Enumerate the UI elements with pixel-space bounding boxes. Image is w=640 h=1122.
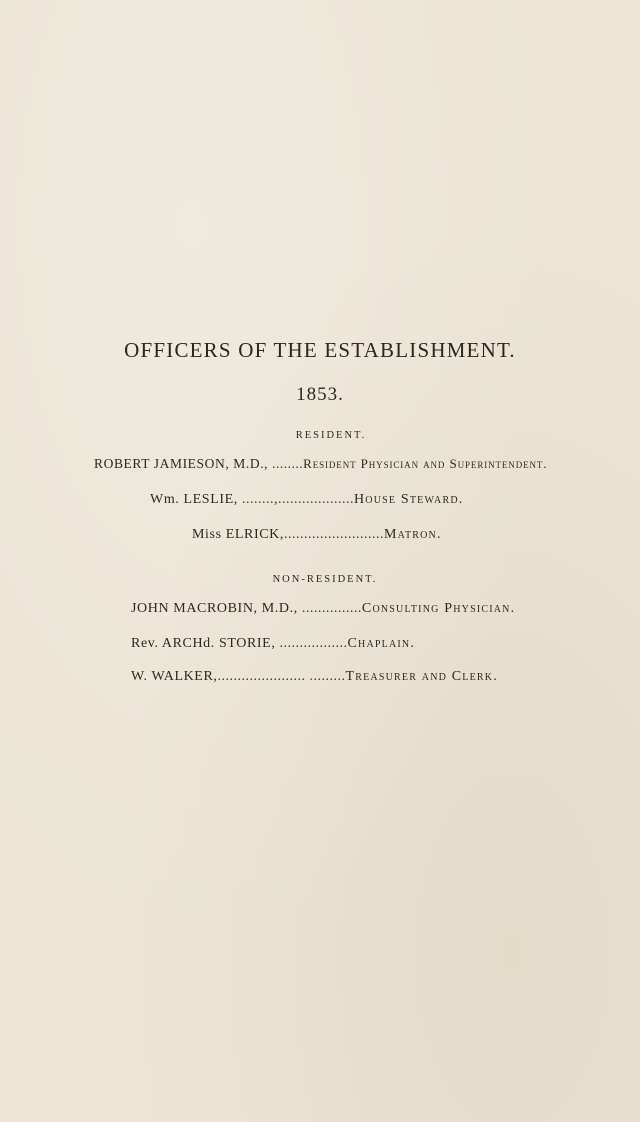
section-heading-non-resident: NON-RESIDENT. (272, 574, 378, 585)
section-heading-resident: RESIDENT. (295, 430, 367, 441)
officer-role: Treasurer and Clerk. (345, 669, 498, 684)
officer-role: Resident Physician and Superintendent. (303, 456, 548, 471)
officer-name: Rev. ARCHd. STORIE, (131, 636, 280, 651)
officer-entry (94, 456, 547, 472)
officer-role: Chaplain. (347, 636, 416, 651)
officer-entry (131, 669, 498, 685)
officer-role: Matron. (384, 527, 442, 542)
officer-name: ROBERT JAMIESON, M.D., (94, 456, 273, 471)
page-title: OFFICERS OF THE ESTABLISHMENT. (124, 338, 516, 362)
leader-dots: ........ (272, 456, 304, 471)
officer-name: Miss ELRICK, (192, 527, 284, 542)
leader-dots: ............... (301, 601, 362, 616)
leader-dots: ......................... (284, 527, 384, 542)
officer-role: House Steward. (353, 492, 464, 507)
officer-name: W. WALKER, (131, 669, 218, 684)
officer-name: Wm. LESLIE, (150, 492, 242, 507)
officer-entry (192, 527, 442, 543)
officer-name: JOHN MACROBIN, M.D., (131, 601, 302, 616)
officer-role: Consulting Physician. (361, 601, 516, 616)
leader-dots: ................. (279, 636, 348, 651)
leader-dots: ...................... ......... (217, 669, 346, 684)
leader-dots: ........,................... (241, 492, 354, 507)
officer-entry (150, 492, 463, 508)
officer-entry (131, 636, 415, 652)
year-heading: 1853. (296, 384, 344, 405)
officer-entry (131, 601, 515, 617)
